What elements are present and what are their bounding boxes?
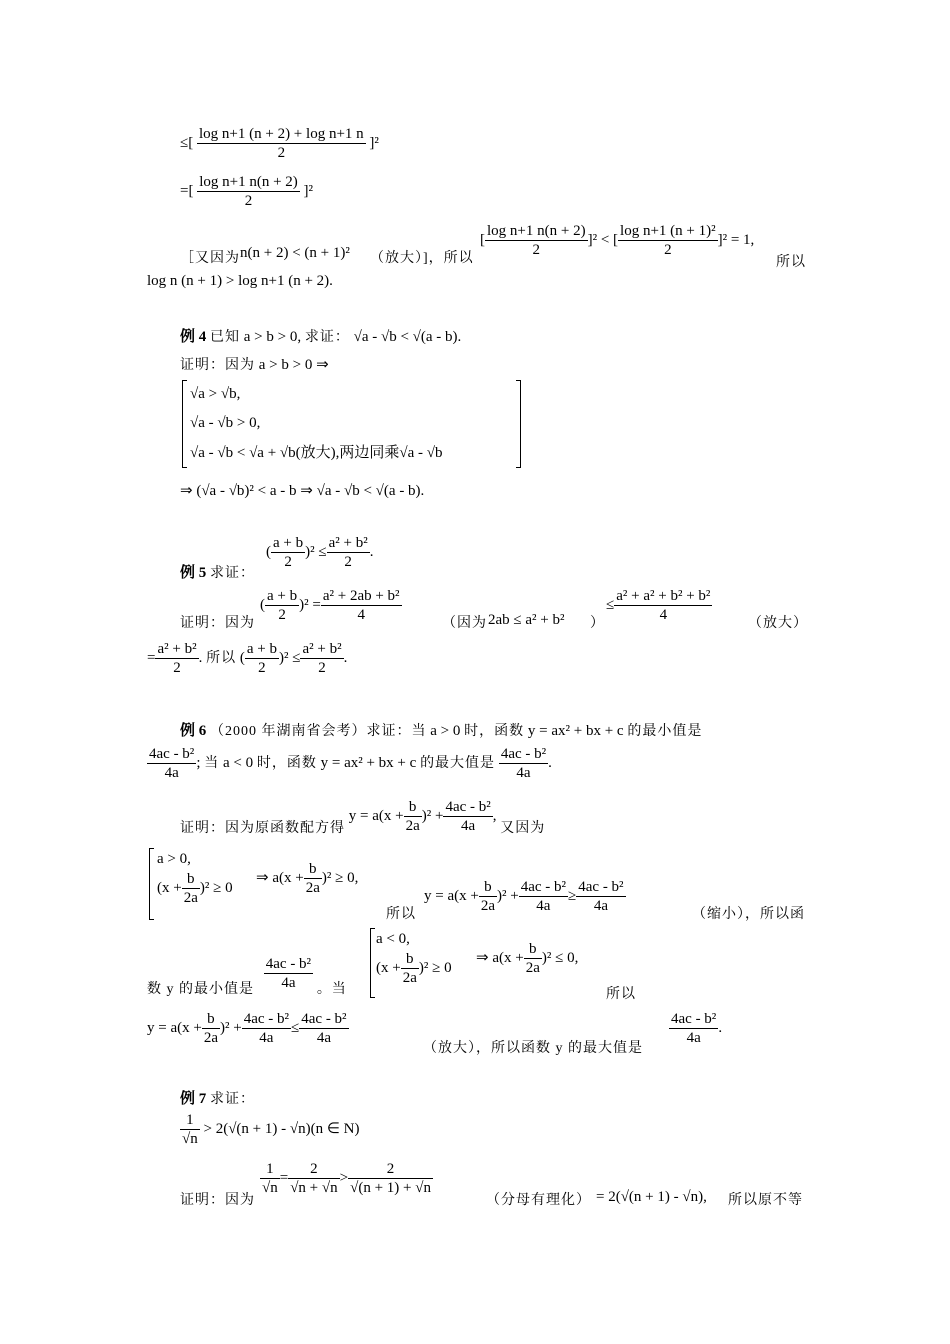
suoyi-label: 所以 (606, 987, 636, 1002)
example-4-conclusion: ⇒ (√a - √b)² < a - b ⇒ √a - √b < √(a - b). (180, 483, 425, 499)
system-row-3: √a - √b < √a + √b(放大),两边同乘√a - √b (190, 445, 443, 461)
fraction: $\frac{\text{log n+1 n(n + 2)}}{2}$ (487, 223, 586, 258)
top-line-2: =[ $\frac{\text{log n+1 n(n + 2)}}{2}$ ]² (180, 174, 314, 209)
example-6-line-2: $\frac{\text{4ac - b²}}{4a}$ ; 当 a < 0 时，函数 y = ax² + bx + c 的最大值是 $\frac{\text{4ac - b²}}{4a}$ . (149, 746, 552, 781)
fraction: $\frac{\text{log n+1 n(n + 2)}}{2}$ (199, 174, 298, 209)
bracket-close: ]² (369, 134, 379, 151)
fraction: $\frac{\text{log n+1 (n + 2) + log n+1 n}}{2}$ (198, 126, 364, 161)
top-line-1 (180, 125, 379, 162)
bracket-open: ≤[ (180, 134, 194, 151)
system-1-row-2: (x + $\frac{b}{2a}$ )² ≥ 0 (157, 871, 233, 906)
example-5-proof: 证明：因为 ( $\frac{a + b}{2}$ )² = $\frac{\text{a² + 2ab + b²}}{4}$ （因为 2ab ≤ a² + b² ） ≤ $\frac{\text{a² + a² + b² + b²}}{4}$ （放大） (180, 588, 808, 631)
example-5-proof-2: = $\frac{\text{a² + b²}}{2}$ . 所以 ( $\frac{a + b}{2}$ )² ≤ $\frac{\text{a² + b²}}{2}$ . (147, 641, 348, 676)
system-1-implication: ⇒ a(x + $\frac{b}{2a}$ )² ≥ 0, (256, 861, 359, 896)
example-6-min-value: 数 y 的最小值是 $\frac{\text{4ac - b²}}{4a}$ 。当 (147, 956, 347, 997)
left-brace (370, 928, 375, 998)
left-brace (149, 848, 154, 920)
example-7-heading: 例 7 求证： (180, 1091, 256, 1107)
example-6-proof-1: 证明：因为原函数配方得 y = a(x + $\frac{b}{2a}$ )² + $\frac{\text{4ac - b²}}{4a}$ , 又因为 (180, 799, 546, 836)
example-4-proof-line: 证明：因为 a > b > 0 ⇒ (180, 357, 329, 373)
system-2-implication: ⇒ a(x + $\frac{b}{2a}$ )² ≤ 0, (476, 941, 579, 976)
example-5-heading: 例 5 求证： (180, 565, 256, 581)
example-4-heading: 例 4 已知 a > b > 0, 求证： √a - √b < √(a - b). (180, 329, 462, 345)
example-6-heading: 例 6 （2000 年湖南省会考）求证：当 a > 0 时，函数 y = ax² + bx + c 的最小值是 (180, 723, 703, 739)
top-line-4: log n (n + 1) > log n+1 (n + 2). (147, 273, 333, 289)
right-brace (516, 380, 521, 468)
example-7-claim: $\frac{1}{√n}$ > 2(√(n + 1) - √n)(n ∈ N) (182, 1112, 360, 1147)
system-2-row-2: (x + $\frac{b}{2a}$ )² ≥ 0 (376, 951, 452, 986)
system-row-2: √a - √b > 0, (190, 415, 261, 431)
left-brace (182, 380, 187, 468)
example-5-claim: ( $\frac{a + b}{2}$ )² ≤ $\frac{\text{a² + b²}}{2}$ . (266, 535, 374, 570)
system-1-row-1: a > 0, (157, 851, 191, 867)
system-2-row-1: a < 0, (376, 931, 410, 947)
system-row-1: √a > √b, (190, 386, 241, 402)
fraction: $\frac{\text{log n+1 (n + 1)²}}{2}$ (620, 223, 716, 258)
